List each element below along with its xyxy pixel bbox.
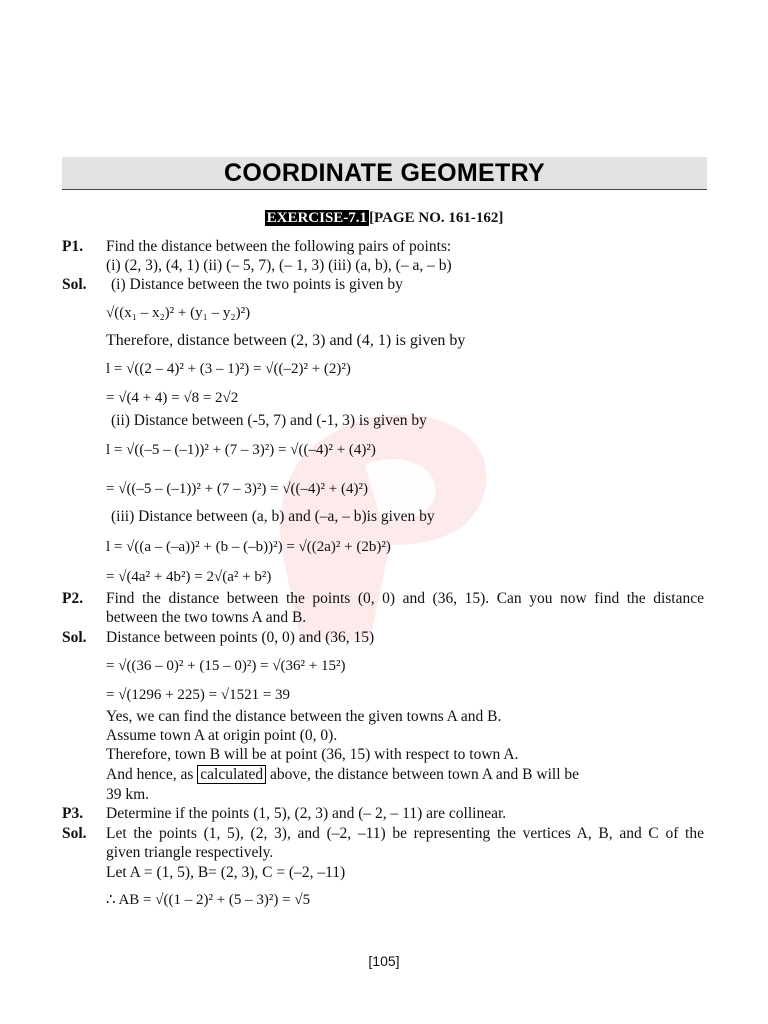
title-band <box>62 157 707 190</box>
p2-text-4-post: above, the distance between town A and B will be <box>269 766 580 783</box>
exercise-label: EXERCISE-7.1 <box>266 210 368 226</box>
p1-eq-ii-2: = √((–5 – (–1))² + (7 – 3)²) = √((–4)² + (4)²) <box>106 481 368 497</box>
p1-sol-intro: (i) Distance between the two points is given by <box>111 276 403 293</box>
calculated-boxed-word: calculated <box>197 765 266 784</box>
p1-eq-i-1: l = √((2 – 4)² + (3 – 1)²) = √((–2)² + (2)²) <box>106 361 351 377</box>
p2-text-2: Assume town A at origin point (0, 0). <box>106 727 338 744</box>
solution-label-p2: Sol. <box>62 629 87 646</box>
p2-text-4 <box>106 766 579 784</box>
solution-label-p3: Sol. <box>62 825 87 842</box>
p1-question-line1: Find the distance between the following pairs of points: <box>106 238 452 255</box>
p3-question: Determine if the points (1, 5), (2, 3) and (– 2, – 11) are collinear. <box>106 805 507 822</box>
p2-text-5: 39 km. <box>106 786 150 803</box>
exercise-pages: [PAGE NO. 161-162] <box>369 210 504 226</box>
problem-label-p3: P3. <box>62 805 84 822</box>
p1-eq-iii-2: = √(4a² + 4b²) = 2√(a² + b²) <box>106 569 272 585</box>
page-number: [105] <box>368 953 400 969</box>
distance-formula: √((x₁ – x₂)² + (y₁ – y₂)²) <box>106 305 251 321</box>
p3-sol-line1: Let the points (1, 5), (2, 3), and (–2, –11) be representing the vertices A, B, and C of the <box>106 825 704 842</box>
p1-part-iii: (iii) Distance between (a, b) and (–a, – b)is given by <box>111 508 435 525</box>
p2-eq-2: = √(1296 + 225) = √1521 = 39 <box>106 687 291 703</box>
solution-label-p1: Sol. <box>62 276 87 293</box>
p1-eq-iii-1: l = √((a – (–a))² + (b – (–b))²) = √((2a)² + (2b)²) <box>106 539 391 555</box>
p2-question-line2: between the two towns A and B. <box>106 609 307 626</box>
p1-part-ii: (ii) Distance between (-5, 7) and (-1, 3) is given by <box>111 412 427 429</box>
p1-eq-i-2: = √(4 + 4) = √8 = 2√2 <box>106 390 239 406</box>
p2-eq-1: = √((36 – 0)² + (15 – 0)²) = √(36² + 15²) <box>106 658 346 674</box>
exercise-heading <box>0 210 768 227</box>
p2-question-line1: Find the distance between the points (0, 0) and (36, 15). Can you now find the distance <box>106 590 704 607</box>
p2-text-1: Yes, we can find the distance between the given towns A and B. <box>106 708 502 725</box>
problem-label-p2: P2. <box>62 590 84 607</box>
p2-text-4-pre: And hence, as <box>106 766 194 783</box>
p2-text-3: Therefore, town B will be at point (36, 15) with respect to town A. <box>106 746 519 763</box>
p3-sol-line2: given triangle respectively. <box>106 844 274 861</box>
p1-eq-ii-1: l = √((–5 – (–1))² + (7 – 3)²) = √((–4)² + (4)²) <box>106 442 376 458</box>
p3-eq-ab: ∴ AB = √((1 – 2)² + (5 – 3)²) = √5 <box>106 892 311 908</box>
p2-sol-line1: Distance between points (0, 0) and (36, 15) <box>106 629 375 646</box>
p1-therefore-i: Therefore, distance between (2, 3) and (4, 1) is given by <box>106 332 466 349</box>
page-title: COORDINATE GEOMETRY <box>224 158 545 187</box>
problem-label-p1: P1. <box>62 238 84 255</box>
p3-let-line: Let A = (1, 5), B= (2, 3), C = (–2, –11) <box>106 864 346 881</box>
p1-question-line2: (i) (2, 3), (4, 1) (ii) (– 5, 7), (– 1, 3) (iii) (a, b), (– a, – b) <box>106 257 452 274</box>
